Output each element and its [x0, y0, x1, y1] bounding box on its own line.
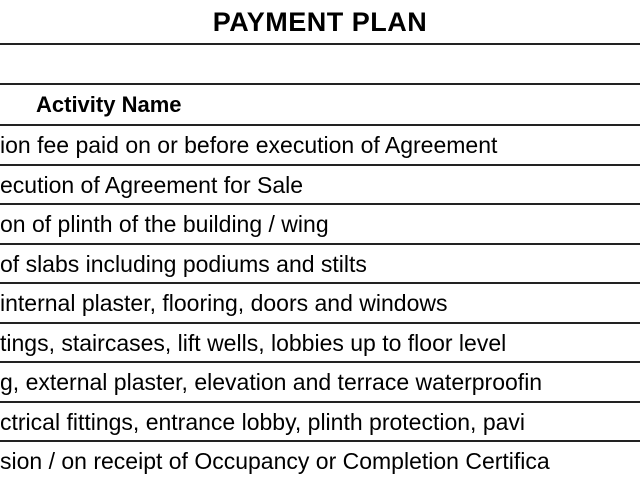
activity-name-cell: sion / on receipt of Occupancy or Completion Certifica [0, 448, 550, 474]
table-row [0, 442, 640, 480]
table-row [0, 126, 640, 166]
table-row [0, 403, 640, 443]
activity-name-cell: internal plaster, flooring, doors and windows [0, 290, 448, 316]
activity-name-cell: ctrical fittings, entrance lobby, plinth protection, pavi [0, 408, 526, 435]
table-row [0, 324, 640, 364]
table-header-activity-name: Activity Name [0, 85, 640, 126]
activity-rows [0, 126, 640, 480]
table-row [0, 245, 640, 285]
activity-name-cell: of slabs including podiums and stilts [0, 250, 367, 277]
activity-name-cell: tings, staircases, lift wells, lobbies up to floor level [0, 329, 507, 356]
table-row [0, 166, 640, 206]
blank-row [0, 45, 640, 85]
table-row [0, 363, 640, 403]
activity-name-cell: g, external plaster, elevation and terrace waterproofin [0, 369, 543, 395]
activity-name-cell: on of plinth of the building / wing [0, 211, 329, 237]
activity-name-cell: ecution of Agreement for Sale [0, 171, 304, 198]
table-row [0, 205, 640, 245]
page-title: PAYMENT PLAN [0, 0, 640, 45]
activity-name-cell: ion fee paid on or before execution of Agreement [0, 132, 498, 158]
table-row [0, 284, 640, 324]
